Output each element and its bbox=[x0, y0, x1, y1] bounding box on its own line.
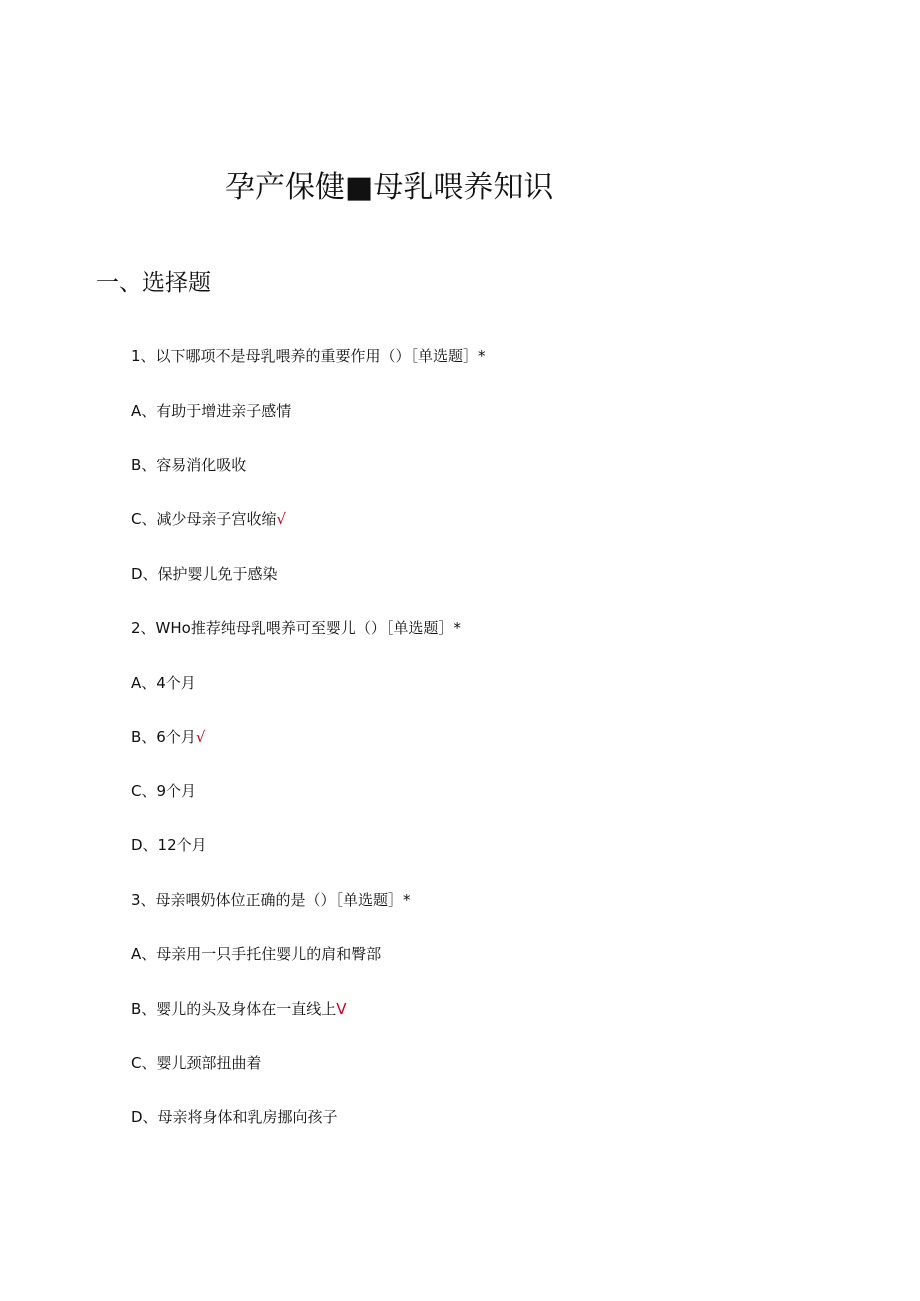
question-1-option-b bbox=[131, 454, 246, 476]
question-1-text: 1、以下哪项不是母乳喂养的重要作用（）［单选题］* bbox=[131, 347, 486, 365]
option-label: B、容易消化吸收 bbox=[131, 456, 247, 474]
question-1-option-c bbox=[131, 508, 286, 530]
question-2-option-a bbox=[131, 672, 196, 694]
correct-answer-mark: √ bbox=[276, 510, 287, 528]
option-label: D、母亲将身体和乳房挪向孩子 bbox=[131, 1108, 338, 1126]
question-2-text: 2、WHo推荐纯母乳喂养可至婴儿（）［单选题］* bbox=[131, 619, 461, 637]
question-3-text: 3、母亲喂奶体位正确的是（）［单选题］* bbox=[131, 891, 411, 909]
document-title: 孕产保健■母乳喂养知识 bbox=[225, 170, 554, 205]
option-label: B、婴儿的头及身体在一直线上 bbox=[131, 1000, 337, 1018]
option-label: A、有助于增进亲子感情 bbox=[131, 402, 292, 420]
correct-answer-mark: √ bbox=[195, 728, 206, 746]
correct-answer-mark: V bbox=[336, 1000, 347, 1018]
option-label: A、母亲用一只手托住婴儿的肩和臀部 bbox=[131, 945, 382, 963]
question-2-option-b bbox=[131, 726, 205, 748]
option-label: A、4个月 bbox=[131, 674, 196, 692]
option-label: C、9个月 bbox=[131, 782, 197, 800]
question-1-option-d bbox=[131, 563, 278, 585]
option-label: D、保护婴儿免于感染 bbox=[131, 565, 278, 583]
question-3-option-c bbox=[131, 1052, 261, 1074]
question-3-option-a bbox=[131, 943, 381, 965]
question-2-option-c bbox=[131, 780, 196, 802]
option-label: C、减少母亲子宫收缩 bbox=[131, 510, 277, 528]
option-label: C、婴儿颈部扭曲着 bbox=[131, 1054, 262, 1072]
question-3-option-d bbox=[131, 1106, 338, 1128]
option-label: D、12个月 bbox=[131, 836, 207, 854]
question-1-option-a bbox=[131, 400, 291, 422]
option-label: B、6个月 bbox=[131, 728, 196, 746]
question-3-option-b bbox=[131, 998, 347, 1020]
question-2-option-d bbox=[131, 834, 207, 856]
section-heading: 一、选择题 bbox=[96, 270, 211, 296]
